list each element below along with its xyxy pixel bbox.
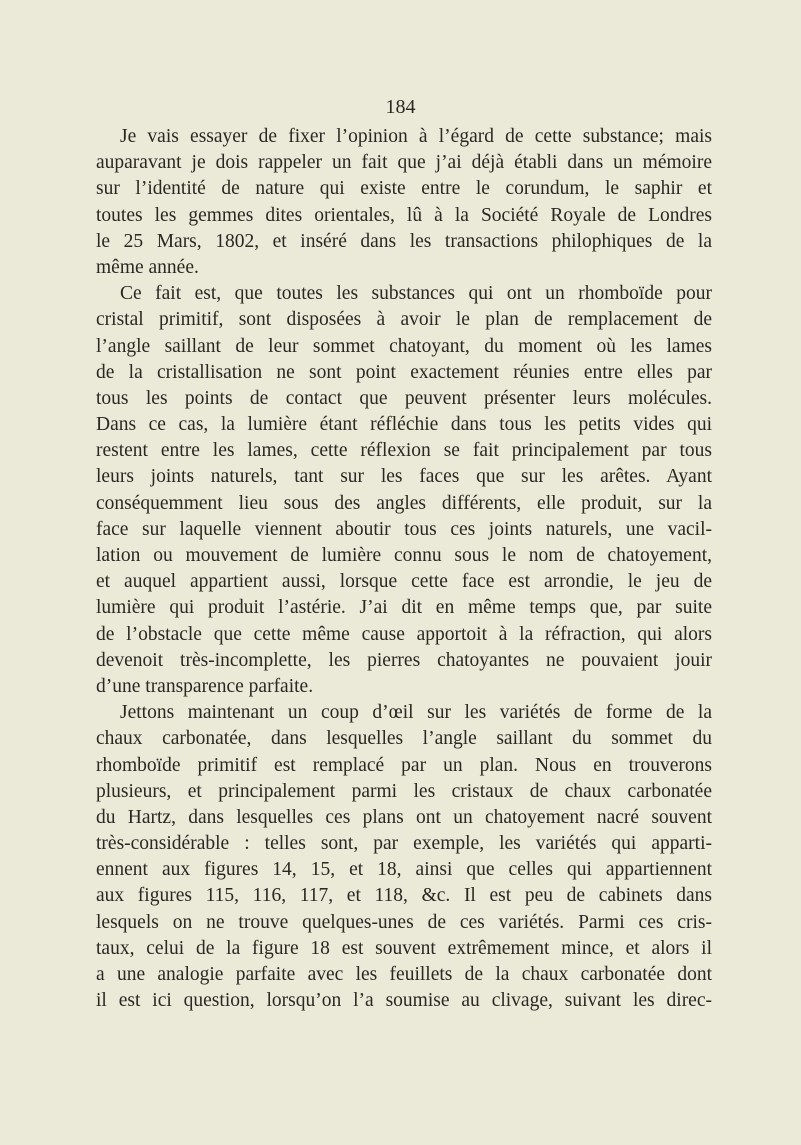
text-line: tous les points de contact que peuvent présenter leurs molécules. xyxy=(96,387,712,409)
text-line: du Hartz, dans lesquelles ces plans ont un chatoyement nacré souvent xyxy=(96,806,712,828)
text-line: restent entre les lames, cette réflexion se fait principalement par tous xyxy=(96,440,712,462)
text-line: a une analogie parfaite avec les feuillets de la chaux carbonatée dont xyxy=(96,964,712,985)
text-line: il est ici question, lorsqu’on l’a soumise au clivage, suivant les direc- xyxy=(96,990,712,1012)
text-line: lesquels on ne trouve quelques-unes de ces variétés. Parmi ces cris- xyxy=(96,911,712,933)
text-line: sur l’identité de nature qui existe entre le corundum, le saphir et xyxy=(96,178,712,200)
text-line: Dans ce cas, la lumière étant réfléchie dans tous les petits vides qui xyxy=(96,414,712,436)
text-line: le 25 Mars, 1802, et inséré dans les transactions philophiques de la xyxy=(96,230,712,252)
text-line: de l’obstacle que cette même cause apportoit à la réfraction, qui alors xyxy=(96,623,712,645)
text-line: lumière qui produit l’astérie. J’ai dit en même temps que, par suite xyxy=(96,597,712,619)
text-line: taux, celui de la figure 18 est souvent extrêmement mince, et alors il xyxy=(96,937,712,959)
text-line: ennent aux figures 14, 15, et 18, ainsi que celles qui appartiennent xyxy=(96,859,712,881)
text-line: de la cristallisation ne sont point exactement réunies entre elles par xyxy=(96,361,712,383)
page-number: 184 xyxy=(385,96,416,118)
text-line: et auquel appartient aussi, lorsque cette face est arrondie, le jeu de xyxy=(96,571,712,593)
text-line: face sur laquelle viennent aboutir tous ces joints naturels, une vacil- xyxy=(96,518,712,540)
text-line: l’angle saillant de leur sommet chatoyant, du moment où les lames xyxy=(96,335,712,357)
text-line: très-considérable : telles sont, par exemple, les variétés qui apparti- xyxy=(96,833,712,855)
text-line: chaux carbonatée, dans lesquelles l’angle saillant du sommet du xyxy=(96,728,712,750)
text-line: même année. xyxy=(96,256,199,278)
text-line: Jettons maintenant un coup d’œil sur les variétés de forme de la xyxy=(120,702,712,724)
text-line: devenoit très-incomplette, les pierres chatoyantes ne pouvaient jouir xyxy=(96,649,712,671)
text-line: lation ou mouvement de lumière connu sous le nom de chatoyement, xyxy=(96,545,712,566)
text-line: conséquemment lieu sous des angles différents, elle produit, sur la xyxy=(96,492,712,514)
text-line: auparavant je dois rappeler un fait que j’ai déjà établi dans un mémoire xyxy=(96,152,712,174)
text-line: Je vais essayer de fixer l’opinion à l’égard de cette substance; mais xyxy=(120,126,712,147)
body-text xyxy=(96,124,712,1014)
text-line: rhomboïde primitif est remplacé par un plan. Nous en trouverons xyxy=(96,754,712,776)
text-line: d’une transparence parfaite. xyxy=(96,675,314,697)
text-line: toutes les gemmes dites orientales, lû à la Société Royale de Londres xyxy=(96,204,712,226)
text-line: leurs joints naturels, tant sur les faces que sur les arêtes. Ayant xyxy=(96,466,712,488)
text-line: plusieurs, et principalement parmi les cristaux de chaux carbonatée xyxy=(96,780,712,802)
text-line: aux figures 115, 116, 117, et 118, &c. Il est peu de cabinets dans xyxy=(96,885,712,907)
text-line: cristal primitif, sont disposées à avoir le plan de remplacement de xyxy=(96,309,712,331)
text-line: Ce fait est, que toutes les substances qui ont un rhomboïde pour xyxy=(120,283,712,305)
